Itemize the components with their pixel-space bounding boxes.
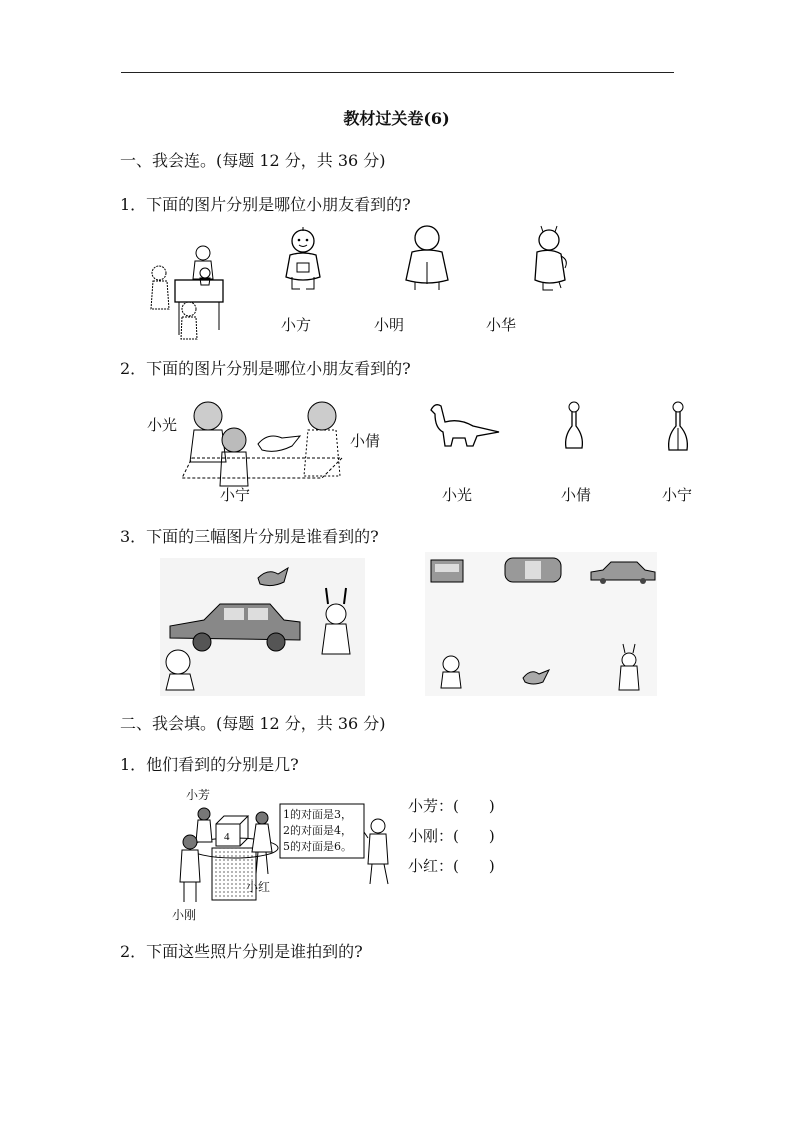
q2-scene-label-xiaoning: 小宁 bbox=[220, 486, 251, 504]
header-rule bbox=[121, 72, 674, 73]
car-views-panel bbox=[425, 552, 657, 696]
cube-number: 4 bbox=[224, 831, 230, 843]
car-front-view bbox=[431, 560, 463, 582]
question-2-1: 1．他们看到的分别是几? bbox=[120, 755, 299, 774]
dinosaur-front-view bbox=[560, 400, 588, 456]
dinosaur-side-view bbox=[425, 400, 503, 450]
doll-front-view bbox=[278, 225, 328, 293]
q1-label-xiaohua: 小华 bbox=[486, 316, 517, 334]
answer-xiaofang[interactable]: 小芳：( ) bbox=[408, 797, 495, 815]
q1-label-xiaofang: 小方 bbox=[281, 316, 312, 334]
section-1-heading: 一、我会连。(每题 12 分，共 36 分) bbox=[120, 151, 386, 170]
q2-label-xiaoguang: 小光 bbox=[442, 486, 473, 504]
sign-line-1: 1的对面是3， bbox=[283, 808, 352, 821]
children-with-dinosaur-illustration bbox=[172, 396, 352, 492]
car-with-animals-illustration bbox=[160, 558, 365, 696]
page-title: 教材过关卷(6) bbox=[343, 109, 450, 128]
question-2-2: 2．下面这些照片分别是谁拍到的? bbox=[120, 942, 363, 961]
sign-line-3: 5的对面是6。 bbox=[283, 840, 352, 853]
question-1-2: 2．下面的图片分别是哪位小朋友看到的? bbox=[120, 359, 411, 378]
scene-label-xiaohong: 小红 bbox=[246, 880, 271, 894]
q2-label-xiaoqian: 小倩 bbox=[561, 486, 592, 504]
q1-label-xiaoming: 小明 bbox=[374, 316, 405, 334]
scene-label-xiaofang: 小芳 bbox=[186, 788, 211, 802]
question-1-1: 1．下面的图片分别是哪位小朋友看到的? bbox=[120, 195, 411, 214]
q2-scene-label-xiaoqian: 小倩 bbox=[350, 432, 381, 450]
dinosaur-back-view bbox=[663, 400, 693, 456]
sign-line-2: 2的对面是4， bbox=[283, 824, 352, 837]
answer-xiaogang[interactable]: 小刚：( ) bbox=[408, 827, 495, 845]
car-top-view bbox=[505, 558, 561, 582]
section-2-heading: 二、我会填。(每题 12 分，共 36 分) bbox=[120, 714, 386, 733]
children-at-table-illustration bbox=[145, 235, 230, 345]
doll-back-view bbox=[400, 222, 455, 292]
doll-side-view bbox=[525, 222, 575, 292]
scene-label-xiaogang: 小刚 bbox=[172, 908, 197, 922]
q2-label-xiaoning: 小宁 bbox=[662, 486, 693, 504]
question-1-3: 3．下面的三幅图片分别是谁看到的? bbox=[120, 527, 379, 546]
answer-xiaohong[interactable]: 小红：( ) bbox=[408, 857, 495, 875]
q2-scene-label-xiaoguang: 小光 bbox=[147, 416, 178, 434]
